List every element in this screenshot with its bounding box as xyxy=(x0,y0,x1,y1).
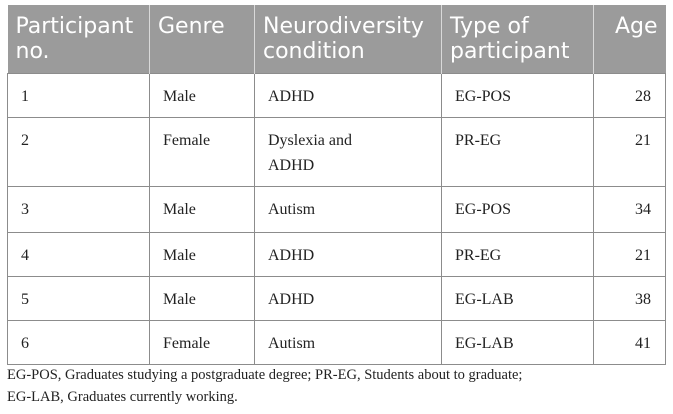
cell-participant-no: 2 xyxy=(8,118,150,187)
table-row xyxy=(8,321,666,365)
participants-table xyxy=(7,5,666,365)
cell-genre: Female xyxy=(150,118,255,187)
cell-type: EG-POS xyxy=(442,74,594,118)
cell-type: EG-POS xyxy=(442,187,594,233)
table-row xyxy=(8,187,666,233)
table-header xyxy=(8,5,666,74)
header-neurodiversity-condition: Neurodiversity condition xyxy=(255,5,442,74)
table-footnote xyxy=(7,364,667,408)
footnote-line-1: EG-POS, Graduates studying a postgraduate degree; PR-EG, Students about to graduate; xyxy=(7,367,523,383)
cell-age: 38 xyxy=(594,277,666,321)
cell-genre: Male xyxy=(150,233,255,277)
cell-participant-no: 6 xyxy=(8,321,150,365)
table-row xyxy=(8,118,666,187)
table-row xyxy=(8,233,666,277)
cell-condition: ADHD xyxy=(255,74,442,118)
cell-age: 34 xyxy=(594,187,666,233)
cell-condition: Dyslexia and ADHD xyxy=(255,118,442,187)
cell-type: PR-EG xyxy=(442,233,594,277)
cell-condition: Autism xyxy=(255,321,442,365)
cell-participant-no: 3 xyxy=(8,187,150,233)
header-age: Age xyxy=(594,5,666,74)
cell-age: 21 xyxy=(594,233,666,277)
header-row xyxy=(8,5,666,74)
cell-participant-no: 5 xyxy=(8,277,150,321)
cell-age: 21 xyxy=(594,118,666,187)
footnote-line-2: EG-LAB, Graduates currently working. xyxy=(7,389,238,405)
table-body xyxy=(8,74,666,365)
header-genre: Genre xyxy=(150,5,255,74)
cell-condition: ADHD xyxy=(255,233,442,277)
cell-participant-no: 4 xyxy=(8,233,150,277)
cell-genre: Female xyxy=(150,321,255,365)
cell-condition: ADHD xyxy=(255,277,442,321)
cell-condition: Autism xyxy=(255,187,442,233)
cell-age: 41 xyxy=(594,321,666,365)
cell-type: EG-LAB xyxy=(442,321,594,365)
header-type-of-participant: Type of participant xyxy=(442,5,594,74)
cell-type: PR-EG xyxy=(442,118,594,187)
table-row xyxy=(8,74,666,118)
cell-genre: Male xyxy=(150,74,255,118)
cell-age: 28 xyxy=(594,74,666,118)
cell-genre: Male xyxy=(150,277,255,321)
participants-table-container xyxy=(7,5,665,365)
table-row xyxy=(8,277,666,321)
cell-type: EG-LAB xyxy=(442,277,594,321)
cell-genre: Male xyxy=(150,187,255,233)
cell-participant-no: 1 xyxy=(8,74,150,118)
header-participant-no: Participant no. xyxy=(8,5,150,74)
